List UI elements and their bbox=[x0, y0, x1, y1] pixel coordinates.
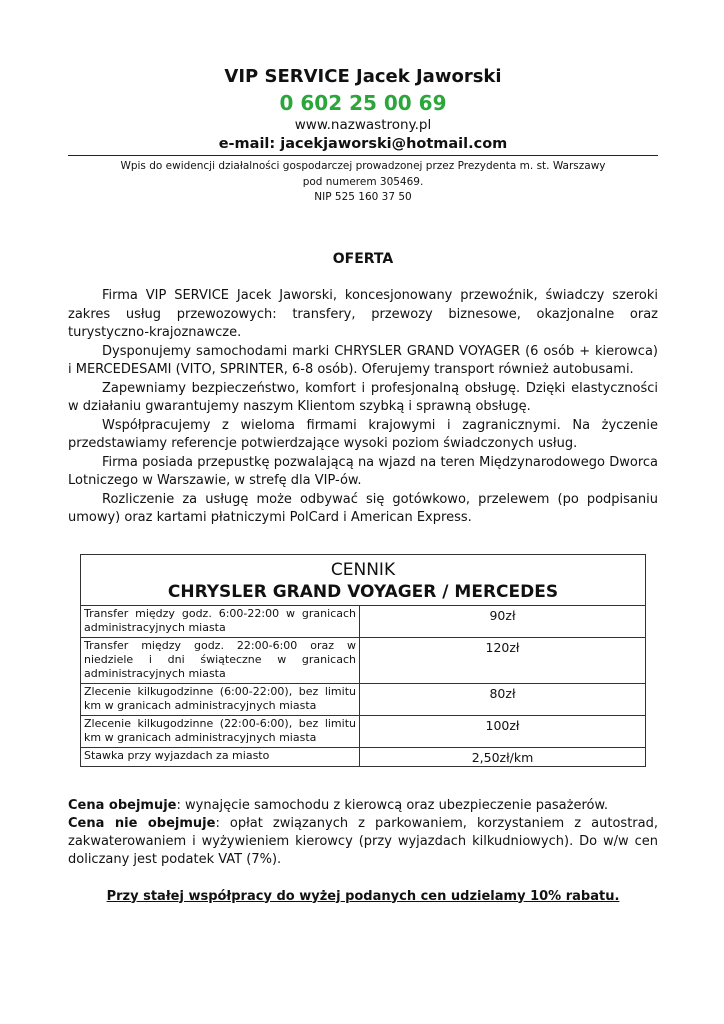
price-value: 2,50zł/km bbox=[360, 747, 646, 766]
price-value: 90zł bbox=[360, 605, 646, 637]
excludes-note bbox=[68, 815, 658, 869]
price-description: Stawka przy wyjazdach za miasto bbox=[81, 747, 360, 766]
excludes-text: : opłat związanych z parkowaniem, korzystaniem z autostrad, zakwaterowaniem i wyżywieniem kierowcy (przy wyjazdach kilkudniowych). Do w/w cen doliczany jest podatek VAT (7%). bbox=[68, 815, 658, 867]
price-list-title: CENNIK bbox=[330, 559, 396, 580]
document-page bbox=[68, 64, 658, 904]
website-link[interactable]: www.nazwastrony.pl bbox=[294, 117, 432, 133]
offer-paragraph: Dysponujemy samochodami marki CHRYSLER GRAND VOYAGER (6 osób + kierowca) i MERCEDESAMI (VITO, SPRINTER, 6-8 osób). Oferujemy transport również autobusami. bbox=[68, 343, 658, 377]
table-row bbox=[81, 683, 645, 715]
price-description: Transfer między godz. 22:00-6:00 oraz w niedziele i dni świąteczne w granicach administracyjnych miasta bbox=[81, 637, 360, 683]
header-divider bbox=[68, 155, 658, 156]
offer-title: OFERTA bbox=[332, 251, 394, 267]
registry-note: Wpis do ewidencji działalności gospodarczej prowadzonej przez Prezydenta m. st. Warszawy pod numerem 305469. bbox=[120, 160, 606, 188]
offer-body bbox=[68, 287, 658, 528]
company-name: VIP SERVICE Jacek Jaworski bbox=[224, 66, 502, 87]
offer-paragraph: Zapewniamy bezpieczeństwo, komfort i profesjonalną obsługę. Dzięki elastyczności w działaniu gwarantujemy naszym Klientom szybką i sprawną obsługę. bbox=[68, 380, 658, 414]
price-list-subtitle: CHRYSLER GRAND VOYAGER / MERCEDES bbox=[167, 581, 559, 602]
table-row bbox=[81, 637, 645, 683]
discount-note: Przy stałej współpracy do wyżej podanych cen udzielamy 10% rabatu. bbox=[106, 888, 620, 904]
nip-number: NIP 525 160 37 50 bbox=[314, 191, 412, 203]
offer-paragraph: Firma posiada przepustkę pozwalającą na wjazd na teren Międzynarodowego Dworca Lotniczego w Warszawie, w strefę dla VIP-ów. bbox=[68, 454, 658, 488]
price-table bbox=[81, 605, 645, 766]
table-row bbox=[81, 605, 645, 637]
price-value: 120zł bbox=[360, 637, 646, 683]
price-description: Zlecenie kilkugodzinne (22:00-6:00), bez limitu km w granicach administracyjnych miasta bbox=[81, 715, 360, 747]
phone-number: 0 602 25 00 69 bbox=[279, 91, 447, 115]
excludes-label: Cena nie obejmuje bbox=[68, 815, 216, 831]
table-row bbox=[81, 715, 645, 747]
email-address[interactable]: e-mail: jacekjaworski@hotmail.com bbox=[218, 136, 508, 152]
includes-note bbox=[68, 797, 658, 815]
price-value: 80zł bbox=[360, 683, 646, 715]
offer-paragraph: Rozliczenie za usługę może odbywać się gotówkowo, przelewem (po podpisaniu umowy) oraz kartami płatniczymi PolCard i American Express. bbox=[68, 491, 658, 525]
price-description: Transfer między godz. 6:00-22:00 w granicach administracyjnych miasta bbox=[81, 605, 360, 637]
offer-paragraph: Współpracujemy z wieloma firmami krajowymi i zagranicznymi. Na życzenie przedstawiamy referencje potwierdzające wysoki poziom świadczonych usług. bbox=[68, 417, 658, 451]
price-description: Zlecenie kilkugodzinne (6:00-22:00), bez limitu km w granicach administracyjnych miasta bbox=[81, 683, 360, 715]
includes-label: Cena obejmuje bbox=[68, 797, 177, 813]
table-row bbox=[81, 747, 645, 766]
price-notes bbox=[68, 797, 658, 869]
includes-text: : wynajęcie samochodu z kierowcą oraz ubezpieczenie pasażerów. bbox=[176, 797, 609, 813]
price-value: 100zł bbox=[360, 715, 646, 747]
offer-paragraph: Firma VIP SERVICE Jacek Jaworski, koncesjonowany przewoźnik, świadczy szeroki zakres usług przewozowych: transfery, przewozy biznesowe, okazjonalne oraz turystyczno-krajoznawcze. bbox=[68, 288, 658, 340]
price-list bbox=[80, 554, 646, 767]
